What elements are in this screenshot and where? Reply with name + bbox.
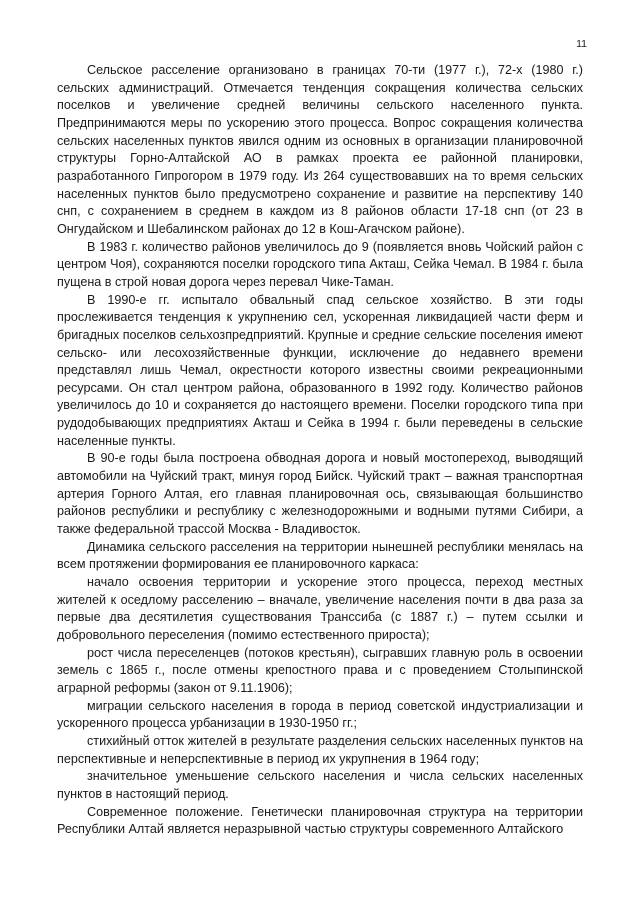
page-number: 11 [576,38,587,50]
list-item-settlers-growth: рост числа переселенцев (потоков крестьян), сыгравших главную роль в освоении земель с 1865 г., после отмены крепостного права и с проведением Столыпинской аграрной реформы (закон от 9.11.1906); [57,645,583,695]
list-item-outflow: стихийный отток жителей в результате разделения сельских населенных пунктов на перспективные и неперспективные в период их укрупнения в 1964 году; [57,733,583,766]
list-item-urban-migration: миграции сельского населения в города в период советской индустриализации и ускоренного процесса урбанизации в 1930-1950 гг.; [57,698,583,731]
paragraph-rural-settlement: Сельское расселение организовано в границах 70-ти (1977 г.), 72-х (1980 г.) сельских администраций. Отмечается тенденция сокращения количества сельских поселков и увеличение средней величины сельского населенного пункта. Предпринимаются меры по ускорению этого процесса. Вопрос сокращения количества сельских населенных пунктов явился одним из основных в организации планировочной структуры Горно-Алтайской АО в рамках проекта ее районной планировки, разработанного Гипрогором в 1979 году. Из 264 существовавших на то время сельских населенных пунктов было предусмотрено сохранение и развитие на перспективу 140 снп, с сохранением в среднем в каждом из 8 районов области 17-18 снп (от 23 в Онгудайском и Шебалинском районах до 12 в Кош-Агачском районе). [57,63,583,236]
paragraph-1990s: В 1990-е гг. испытало обвальный спад сельское хозяйство. В эти годы прослеживается тенденция к укрупнению сел, ускоренная ликвидацией части ферм и бригадных поселков сельхозпредприятий. Крупные и средние сельские поселения имеют сельско- или лесохозяйственные функции, исключение до недавнего времени представлял лишь Чемал, окрестности которого известны своими рекреационными ресурсами. Он стал центром района, образованного в 1992 году. Количество районов увеличилось до 10 и сохраняется до настоящего времени. Поселки городского типа при рудодобывающих предприятиях Акташ и Сейка в 1994 г. были переведены в сельские населенные пункты. [57,292,583,448]
paragraph-1983: В 1983 г. количество районов увеличилось до 9 (появляется вновь Чойский район с центром Чоя), сохраняются поселки городского типа Акташ, Сейка Чемал. В 1984 г. была пущена в строй новая дорога через перевал Чике-Таман. [57,239,583,289]
paragraph-90s-road: В 90-е годы была построена обводная дорога и новый мостопереход, выводящий автомобили на Чуйский тракт, минуя город Бийск. Чуйский тракт – важная транспортная артерия Горного Алтая, его главная планировочная ось, связывающая большинство районов республики и республику с железнодорожными и водными путями Сибири, а также федеральной трассой Москва - Владивосток. [57,451,583,537]
paragraph-dynamics: Динамика сельского расселения на территории нынешней республики менялась на всем протяжении формирования ее планировочного каркаса: [57,539,583,572]
list-item-development-start: начало освоения территории и ускорение этого процесса, переход местных жителей к оседлому расселению – вначале, увеличение населения почти в два раза за первые два десятилетия существования Транссиба (с 1887 г.) – путем ссылки и добровольного переселения (помимо естественного прироста); [57,575,583,642]
list-item-population-decline: значительное уменьшение сельского населения и числа сельских населенных пунктов в настоящий период. [57,769,583,801]
paragraph-current-state: Современное положение. Генетически планировочная структура на территории Республики Алтай является неразрывной частью структуры современного Алтайского [57,804,583,837]
body-text [57,62,583,839]
